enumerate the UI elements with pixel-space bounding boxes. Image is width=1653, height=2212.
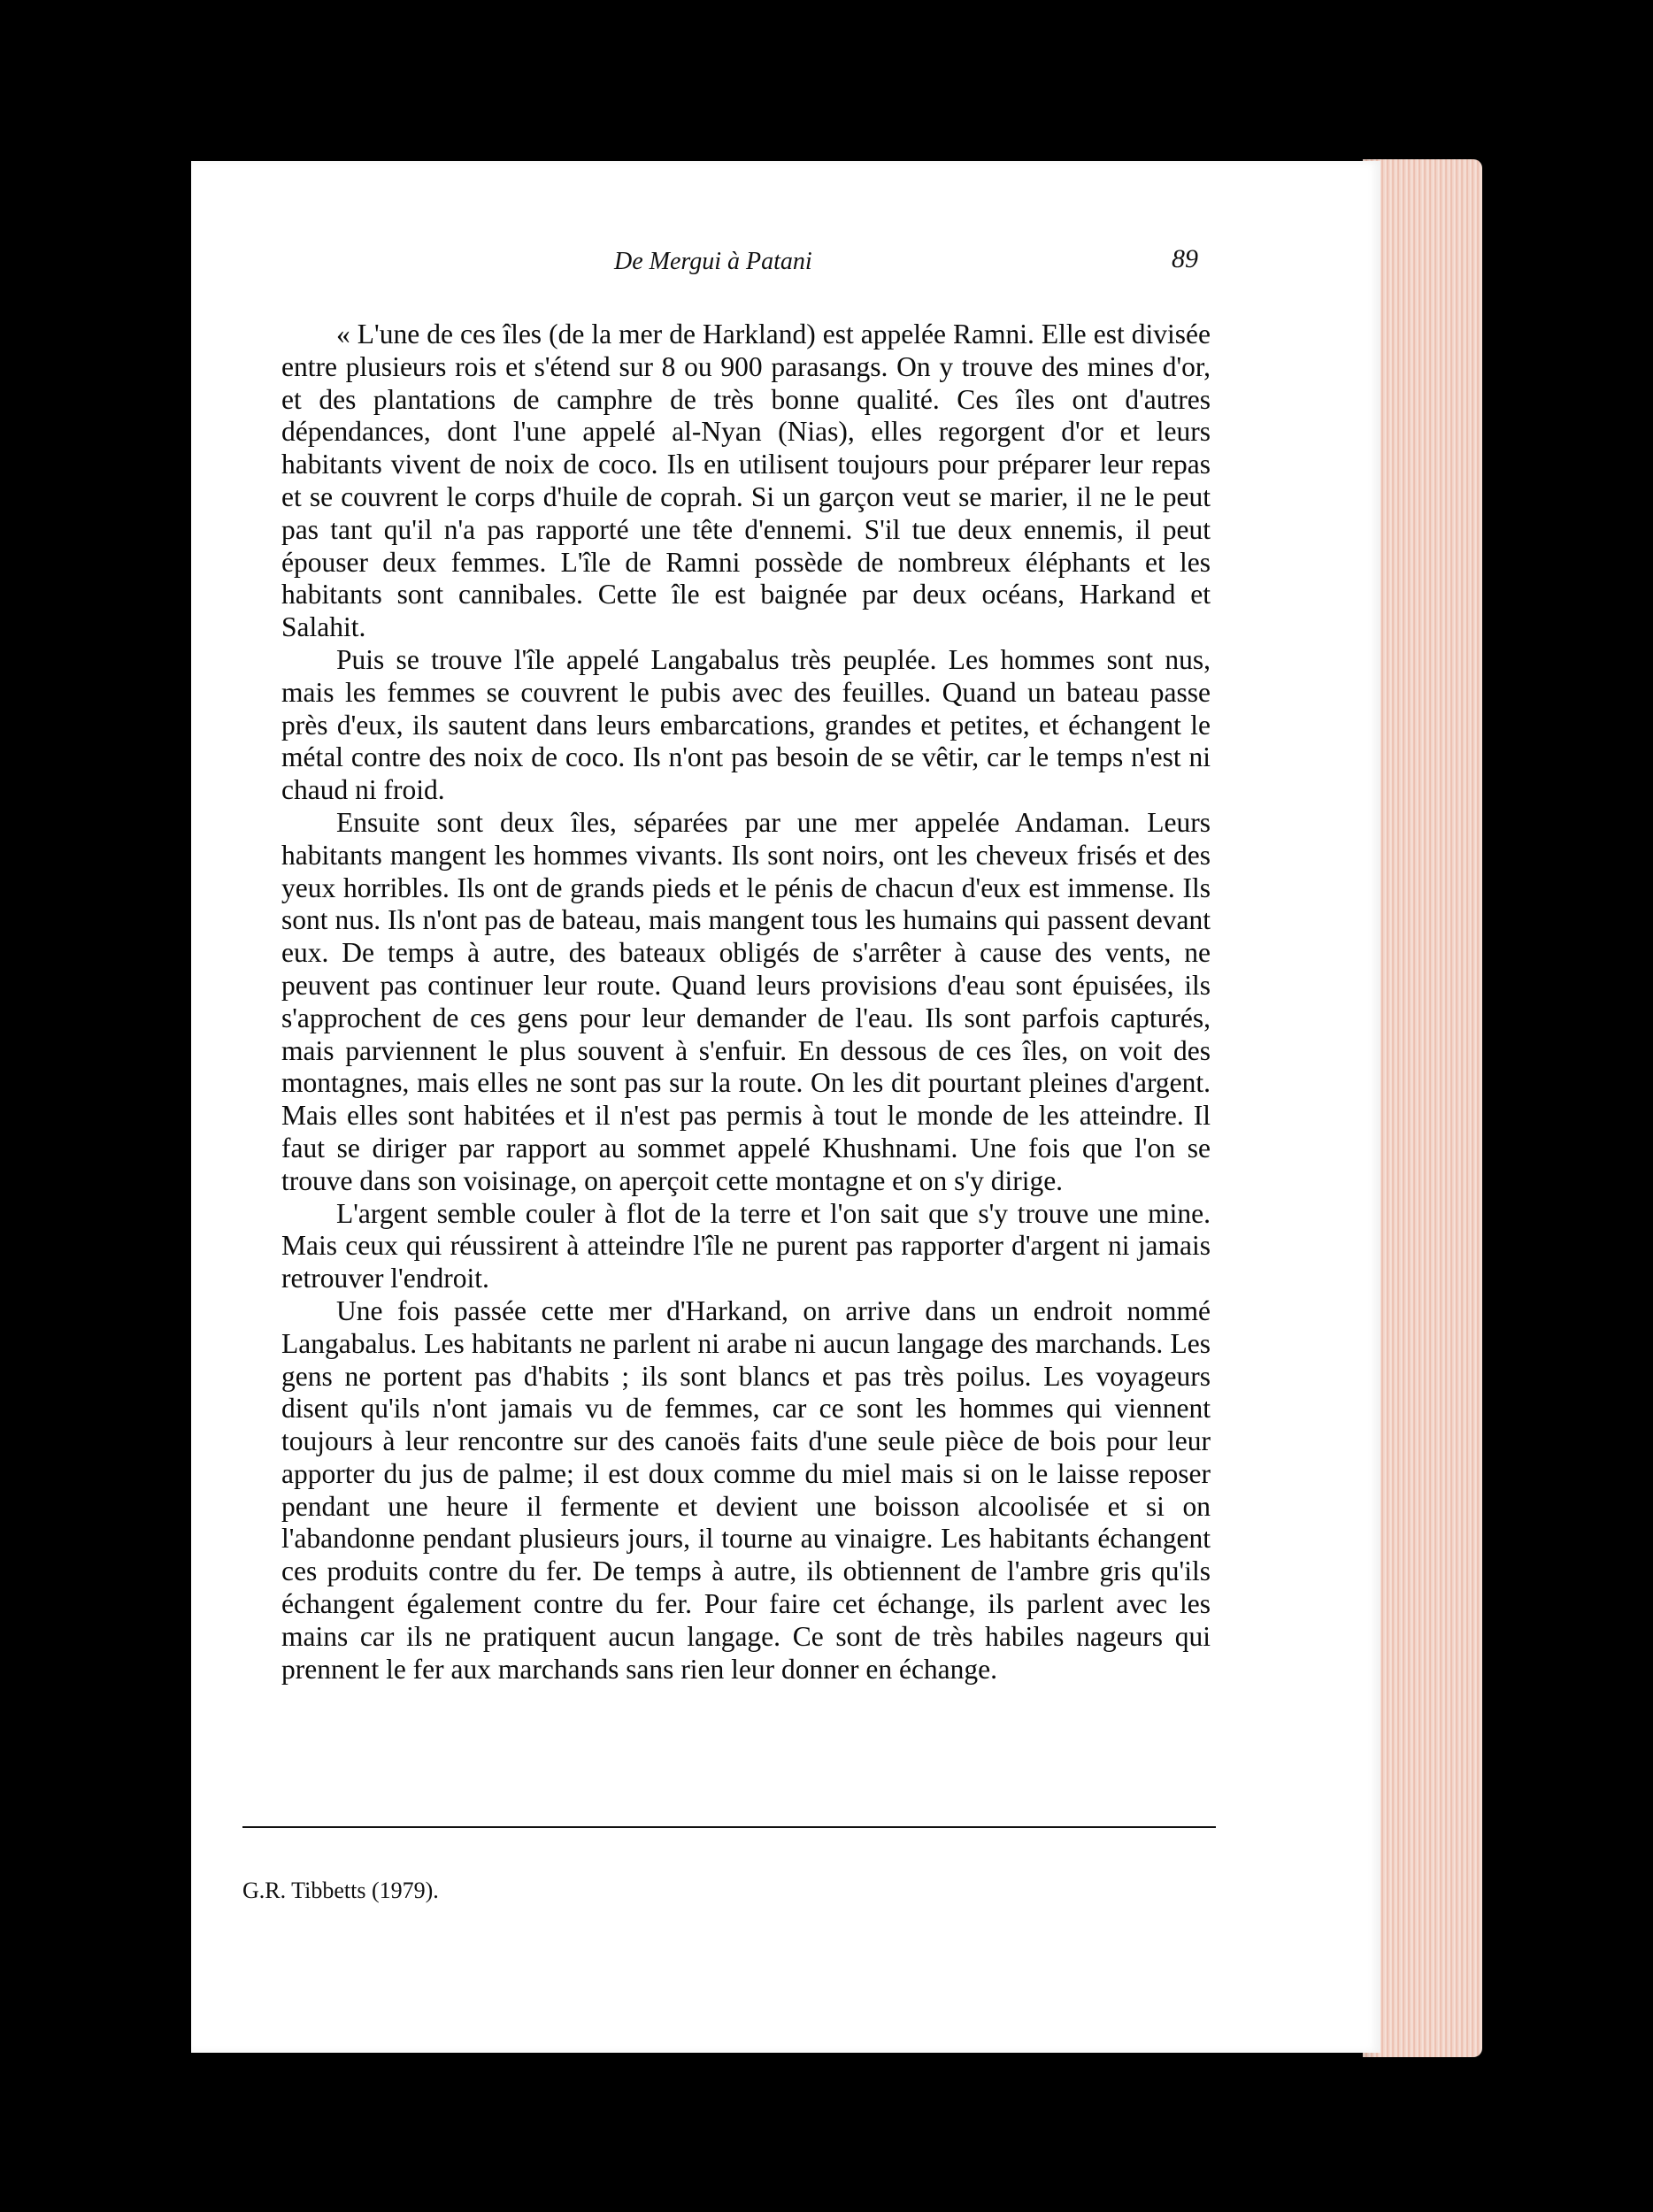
body-text [281,319,1211,1686]
book-page [191,161,1380,2053]
paragraph: Ensuite sont deux îles, séparées par une mer appelée Andaman. Leurs habitants mangent les hommes vivants. Ils sont noirs, ont les cheveux frisés et des yeux horribles. Ils ont de grands pieds et le pénis de chacun d'eux est immense. Ils sont nus. Ils n'ont pas de bateau, mais mangent tous les humains qui passent devant eux. De temps à autre, des bateaux obligés de s'arrêter à cause des vents, ne peuvent pas continuer leur route. Quand leurs provisions d'eau sont épuisées, ils s'approchent de ces gens pour leur demander de l'eau. Ils sont parfois capturés, mais parviennent le plus souvent à s'enfuir. En dessous de ces îles, on voit des montagnes, mais elles ne sont pas sur la route. On les dit pourtant pleines d'argent. Mais elles sont habitées et il n'est pas permis à tout le monde de les atteindre. Il faut se diriger par rapport au sommet appelé Khushnami. Une fois que l'on se trouve dans son voisinage, on aperçoit cette montagne et on s'y dirige. [281,806,1211,1196]
running-head [191,244,1380,283]
page-number: 89 [1172,244,1198,273]
page-edges [1363,159,1482,2057]
paragraph: Une fois passée cette mer d'Harkand, on arrive dans un endroit nommé Langabalus. Les habitants ne parlent ni arabe ni aucun langage des marchands. Les gens ne portent pas d'habits ; ils sont blancs et pas très poilus. Les voyageurs disent qu'ils n'ont jamais vu de femmes, car ce sont les hommes qui viennent toujours à leur rencontre sur des canoës faits d'une seule pièce de bois pour leur apporter du jus de palme; il est doux comme du miel mais si on le laisse reposer pendant une heure il fermente et devient une boisson alcoolisée et si on l'abandonne pendant plusieurs jours, il tourne au vinaigre. Les habitants échangent ces produits contre du fer. De temps à autre, ils obtiennent de l'ambre gris qu'ils échangent également contre du fer. Pour faire cet échange, ils parlent avec les mains car ils ne pratiquent aucun langage. Ce sont de très habiles nageurs qui prennent le fer aux marchands sans rien leur donner en échange. [281,1294,1211,1685]
running-title: De Mergui à Patani [614,248,812,275]
footnote: G.R. Tibbetts (1979). [242,1878,439,1903]
paragraph: Puis se trouve l'île appelé Langabalus très peuplée. Les hommes sont nus, mais les femmes se couvrent le pubis avec des feuilles. Quand un bateau passe près d'eux, ils sautent dans leurs embarcations, grandes et petites, et échangent le métal contre des noix de coco. Ils n'ont pas besoin de se vêtir, car le temps n'est ni chaud ni froid. [281,643,1211,806]
paragraph: « L'une de ces îles (de la mer de Harkland) est appelée Ramni. Elle est divisée entre plusieurs rois et s'étend sur 8 ou 900 parasangs. On y trouve des mines d'or, et des plantations de camphre de très bonne qualité. Ces îles ont d'autres dépendances, dont l'une appelé al-Nyan (Nias), elles regorgent d'or et leurs habitants vivent de noix de coco. Ils en utilisent toujours pour préparer leur repas et se couvrent le corps d'huile de coprah. Si un garçon veut se marier, il ne le peut pas tant qu'il n'a pas rapporté une tête d'ennemi. S'il tue deux ennemis, il peut épouser deux femmes. L'île de Ramni possède de nombreux éléphants et les habitants sont cannibales. Cette île est baignée par deux océans, Harkand et Salahit. [281,319,1211,643]
footnote-rule [242,1826,1216,1828]
paragraph: L'argent semble couler à flot de la terre et l'on sait que s'y trouve une mine. Mais ceux qui réussirent à atteindre l'île ne purent pas rapporter d'argent ni jamais retrouver l'endroit. [281,1197,1211,1294]
